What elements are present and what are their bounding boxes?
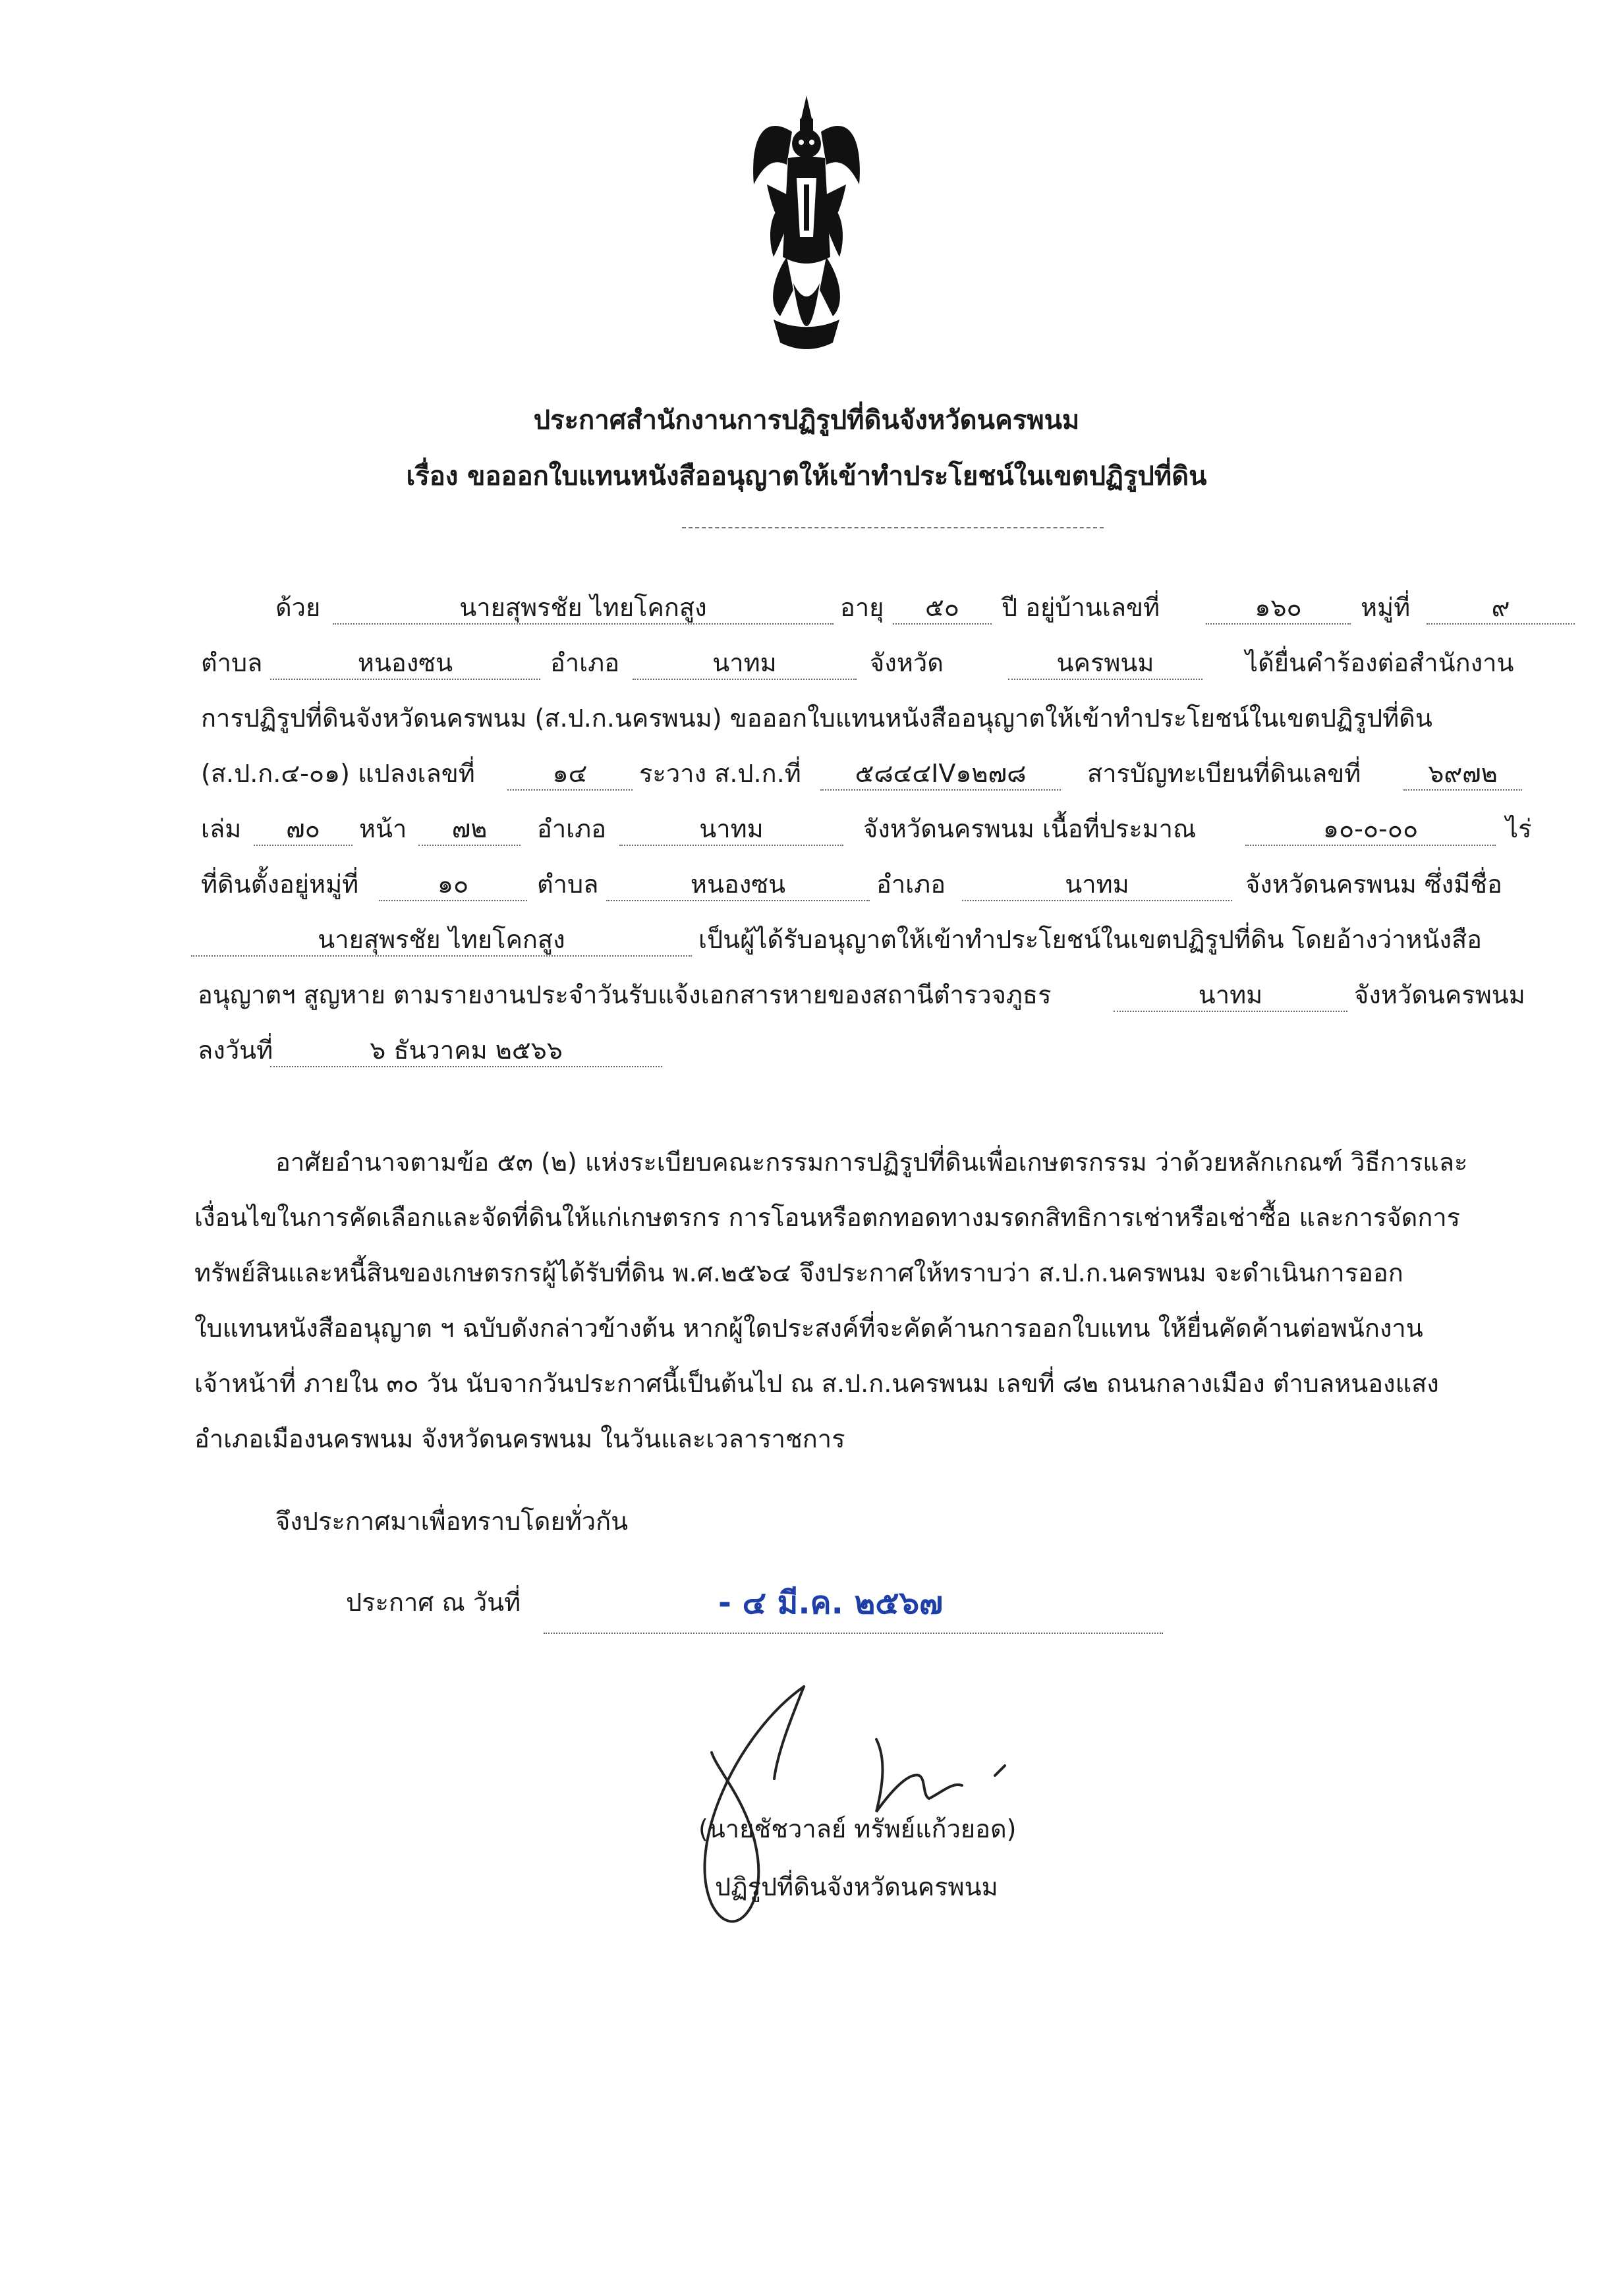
announce-date-stamp: - ๔ มี.ค. ๒๕๖๗ (718, 1584, 944, 1621)
label-land-amphoe: อำเภอ (876, 870, 946, 899)
land-moo: ๑๐ (379, 868, 527, 901)
loss-report-line: อนุญาตฯ สูญหาย ตามรายงานประจำวันรับแจ้งเอกสารหายของสถานีตำรวจภูธร (198, 980, 1052, 1009)
label-moo: หมู่ที่ (1361, 593, 1411, 622)
applicant-age: ๕๐ (893, 592, 992, 625)
page-number: ๗๒ (418, 813, 521, 846)
label-sheet: ระวาง ส.ป.ก.ที่ (639, 759, 801, 788)
body-line: เจ้าหน้าที่ ภายใน ๓๐ วัน นับจากวันประกาศนี้เป็นต้นไป ณ ส.ป.ก.นครพนม เลขที่ ๘๒ ถนนกลางเมือง ตำบลหนองแสง (194, 1369, 1439, 1398)
label-plot-no: (ส.ป.ก.๔-๐๑) แปลงเลขที่ (201, 759, 475, 788)
amphoe-2: นาทม (619, 813, 843, 846)
request-line: การปฏิรูปที่ดินจังหวัดนครพนม (ส.ป.ก.นครพนม) ขอออกใบแทนหนังสืออนุญาตให้เข้าทำประโยชน์ในเขตปฏิรูปที่ดิน (201, 704, 1432, 733)
house-number: ๑๖๐ (1206, 592, 1351, 625)
label-registry: สารบัญทะเบียนที่ดินเลขที่ (1087, 759, 1361, 788)
body-line: อำเภอเมืองนครพนม จังหวัดนครพนม ในวันและเวลาราชการ (194, 1424, 845, 1453)
plot-number: ๑๔ (507, 758, 633, 791)
announce-label: ประกาศ ณ วันที่ (346, 1588, 521, 1617)
body-line: ทรัพย์สินและหนี้สินของเกษตรกรผู้ได้รับที่ดิน พ.ศ.๒๕๖๔ จึงประกาศให้ทราบว่า ส.ป.ก.นครพนม จะดำเนินการออก (194, 1258, 1403, 1287)
label-land-moo: ที่ดินตั้งอยู่หมู่ที่ (201, 870, 359, 899)
grantee-name: นายสุพรชัย ไทยโคกสูง (191, 924, 692, 957)
province: นครพนม (1008, 647, 1203, 680)
signatory-name: (นายชัชวาลย์ ทรัพย์แก้วยอด) (698, 1814, 1017, 1843)
signatory-position: ปฏิรูปที่ดินจังหวัดนครพนม (715, 1872, 998, 1901)
body-line: เงื่อนไขในการคัดเลือกและจัดที่ดินให้แก่เกษตรกร การโอนหรือตกทอดทางมรดกสิทธิการเช่าหรือเช่าซื้อ และการจัดการ (194, 1203, 1461, 1232)
moo-number: ๙ (1427, 592, 1575, 625)
report-date: ๖ ธันวาคม ๒๕๖๖ (270, 1034, 662, 1067)
submitted-to: ได้ยื่นคำร้องต่อสำนักงาน (1245, 648, 1514, 677)
label-page: หน้า (359, 814, 407, 843)
closing-statement: จึงประกาศมาเพื่อทราบโดยทั่วกัน (275, 1507, 629, 1536)
label-with: ด้วย (275, 593, 321, 622)
label-house-no: ปี อยู่บ้านเลขที่ (1002, 593, 1160, 622)
title-divider (682, 527, 1104, 528)
label-amphoe-2: อำเภอ (537, 814, 607, 843)
announcement-title: ประกาศสำนักงานการปฏิรูปที่ดินจังหวัดนครพนม (533, 405, 1080, 435)
label-age: อายุ (840, 593, 884, 622)
label-report-date: ลงวันที่ (198, 1036, 273, 1065)
label-province: จังหวัด (870, 648, 944, 677)
label-book: เล่ม (201, 814, 242, 843)
map-sheet: ๕๘๔๔IV๑๒๗๘ (820, 758, 1061, 791)
handwritten-signature (659, 1673, 1028, 1950)
land-tambon: หนองซน (606, 868, 870, 901)
label-rai: ไร่ (1506, 814, 1532, 843)
label-tambon: ตำบล (201, 648, 263, 677)
applicant-name: นายสุพรชัย ไทยโคกสูง (333, 592, 834, 625)
announcement-subject: เรื่อง ขอออกใบแทนหนังสืออนุญาตให้เข้าทำประโยชน์ในเขตปฏิรูปที่ดิน (406, 461, 1207, 491)
land-area: ๑๐-๐-๐๐ (1245, 813, 1496, 846)
label-whose-name: จังหวัดนครพนม ซึ่งมีชื่อ (1245, 870, 1502, 899)
garuda-emblem (747, 92, 866, 362)
grantee-statement: เป็นผู้ได้รับอนุญาตให้เข้าทำประโยชน์ในเขตปฏิรูปที่ดิน โดยอ้างว่าหนังสือ (698, 925, 1483, 954)
label-police-province: จังหวัดนครพนม (1354, 980, 1525, 1009)
body-line: ใบแทนหนังสืออนุญาต ฯ ฉบับดังกล่าวข้างต้น หากผู้ใดประสงค์ที่จะคัดค้านการออกใบแทน ให้ยื่นคัดค้านต่อพนักงาน (194, 1314, 1423, 1343)
tambon: หนองซน (270, 647, 540, 680)
police-station: นาทม (1114, 979, 1347, 1012)
label-amphoe: อำเภอ (550, 648, 620, 677)
registry-number: ๖๙๗๒ (1403, 758, 1522, 791)
amphoe: นาทม (633, 647, 857, 680)
announce-date-line (544, 1633, 1163, 1634)
label-area: จังหวัดนครพนม เนื้อที่ประมาณ (863, 814, 1197, 843)
book-number: ๗๐ (254, 813, 353, 846)
body-line: อาศัยอำนาจตามข้อ ๕๓ (๒) แห่งระเบียบคณะกรรมการปฏิรูปที่ดินเพื่อเกษตรกรรม ว่าด้วยหลักเกณฑ์ วิธีการและ (275, 1148, 1468, 1177)
label-land-tambon: ตำบล (537, 870, 599, 899)
land-amphoe: นาทม (962, 868, 1232, 901)
